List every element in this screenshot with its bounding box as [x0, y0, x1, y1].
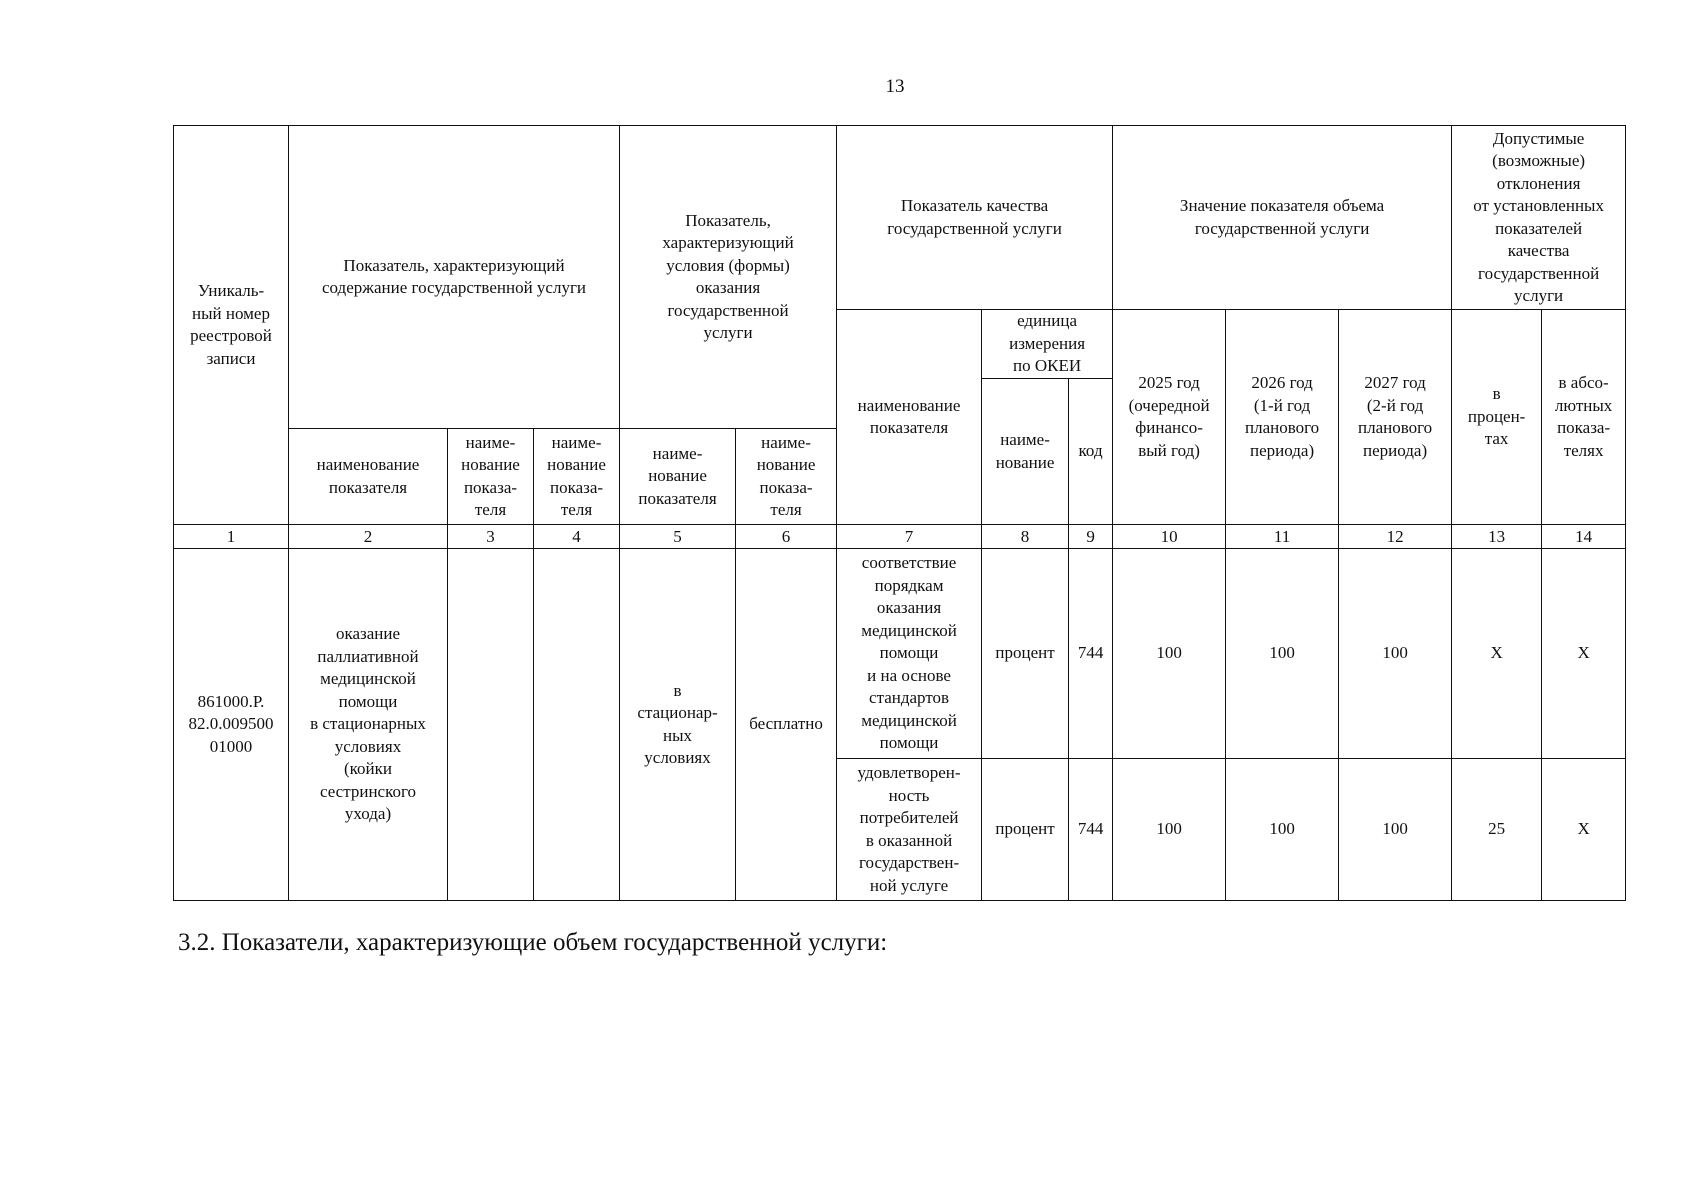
header-conditions-name-5: наиме- нование показателя: [620, 429, 736, 525]
record-deviation-percent: 25: [1452, 759, 1542, 901]
header-content-name-3: наиме- нование показа- теля: [448, 429, 534, 525]
record-conditions-name-5: в стационар- ных условиях: [620, 549, 736, 901]
column-number: 12: [1339, 525, 1452, 549]
header-conditions-name-6: наиме- нование показа- теля: [736, 429, 837, 525]
header-year-2026: 2026 год (1-й год планового периода): [1226, 310, 1339, 525]
record-value-2027: 100: [1339, 549, 1452, 759]
column-number: 3: [448, 525, 534, 549]
column-number: 4: [534, 525, 620, 549]
column-number: 11: [1226, 525, 1339, 549]
column-number: 6: [736, 525, 837, 549]
header-unique-number: Уникаль- ный номер реестровой записи: [174, 126, 289, 525]
header-volume-value: Значение показателя объема государственной услуги: [1113, 126, 1452, 310]
header-in-absolute: в абсо- лютных показа- телях: [1542, 310, 1626, 525]
column-number: 7: [837, 525, 982, 549]
column-number: 1: [174, 525, 289, 549]
record-conditions-name-6: бесплатно: [736, 549, 837, 901]
column-number: 13: [1452, 525, 1542, 549]
header-year-2027: 2027 год (2-й год планового периода): [1339, 310, 1452, 525]
record-content-name: оказание паллиативной медицинской помощи в стационарных условиях (койки сестринского ухода): [289, 549, 448, 901]
column-number: 5: [620, 525, 736, 549]
column-number: 9: [1069, 525, 1113, 549]
header-content-indicator: Показатель, характеризующий содержание государственной услуги: [289, 126, 620, 429]
record-value-2025: 100: [1113, 759, 1226, 901]
record-unit-name: процент: [982, 759, 1069, 901]
record-unit-name: процент: [982, 549, 1069, 759]
header-content-name-4: наиме- нование показа- теля: [534, 429, 620, 525]
record-value-2027: 100: [1339, 759, 1452, 901]
record-deviation-absolute: Х: [1542, 759, 1626, 901]
record-deviation-absolute: Х: [1542, 549, 1626, 759]
page-number: 13: [885, 76, 905, 97]
header-allowed-deviation: Допустимые (возможные) отклонения от установленных показателей качества государственной услуги: [1452, 126, 1626, 310]
header-unit-name: наиме- нование: [982, 379, 1069, 525]
record-unit-code: 744: [1069, 549, 1113, 759]
column-number: 8: [982, 525, 1069, 549]
header-quality-indicator: Показатель качества государственной услуги: [837, 126, 1113, 310]
record-value-2026: 100: [1226, 759, 1339, 901]
column-number: 14: [1542, 525, 1626, 549]
header-unit-okei: единица измерения по ОКЕИ: [982, 310, 1113, 379]
column-number: 10: [1113, 525, 1226, 549]
header-year-2025: 2025 год (очередной финансо- вый год): [1113, 310, 1226, 525]
header-unit-code: код: [1069, 379, 1113, 525]
record-value-2026: 100: [1226, 549, 1339, 759]
header-conditions-indicator: Показатель, характеризующий условия (формы) оказания государственной услуги: [620, 126, 837, 429]
table-row: [174, 549, 1626, 759]
record-content-name-3: [448, 549, 534, 901]
record-unit-code: 744: [1069, 759, 1113, 901]
header-content-name-2: наименование показателя: [289, 429, 448, 525]
record-value-2025: 100: [1113, 549, 1226, 759]
record-quality-indicator: удовлетворен- ность потребителей в оказанной государствен- ной услуге: [837, 759, 982, 901]
record-content-name-4: [534, 549, 620, 901]
header-quality-indicator-name: наименование показателя: [837, 310, 982, 525]
quality-indicators-table: [173, 125, 1626, 901]
section-heading: 3.2. Показатели, характеризующие объем государственной услуги:: [178, 929, 888, 956]
record-quality-indicator: соответствие порядкам оказания медицинской помощи и на основе стандартов медицинской помощи: [837, 549, 982, 759]
record-unique-number: 861000.Р. 82.0.009500 01000: [174, 549, 289, 901]
record-deviation-percent: Х: [1452, 549, 1542, 759]
header-in-percent: в процен- тах: [1452, 310, 1542, 525]
column-number: 2: [289, 525, 448, 549]
